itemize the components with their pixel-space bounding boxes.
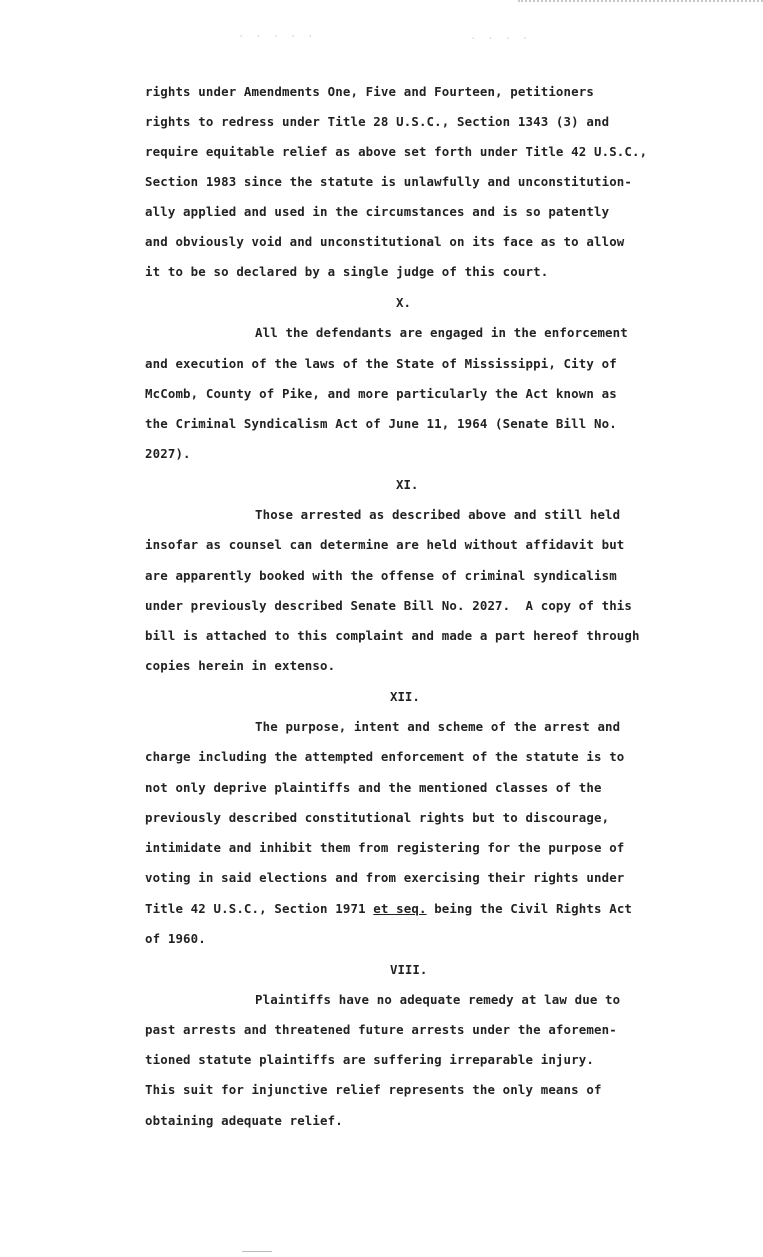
text-line [145, 901, 632, 917]
text-line: rights to redress under Title 28 U.S.C., Section 1343 (3) and [145, 114, 610, 129]
section-heading-x: X. [396, 295, 411, 310]
text-line: tioned statute plaintiffs are suffering irreparable injury. [145, 1052, 594, 1067]
text-line: All the defendants are engaged in the enforcement [255, 325, 628, 340]
text-line: obtaining adequate relief. [145, 1113, 343, 1128]
text-line: require equitable relief as above set forth under Title 42 U.S.C., [145, 144, 648, 159]
text-line: under previously described Senate Bill No. 2027. A copy of this [145, 598, 633, 613]
text-line: it to be so declared by a single judge of this court. [145, 264, 549, 279]
text-line: the Criminal Syndicalism Act of June 11, 1964 (Senate Bill No. [145, 416, 617, 431]
text-line: Those arrested as described above and still held [255, 507, 621, 522]
text-line: 2027). [145, 446, 191, 461]
scan-smudge: · · · · · [238, 30, 316, 43]
text-line: bill is attached to this complaint and made a part hereof through [145, 628, 640, 643]
section-heading-xiii: VIII. [390, 962, 428, 977]
latin-phrase: et seq. [373, 901, 427, 916]
text-line: copies herein in extenso. [145, 658, 336, 673]
text-line: Plaintiffs have no adequate remedy at law due to [255, 992, 621, 1007]
text-segment: being the Civil Rights Act [426, 901, 633, 916]
scan-edge-marks [518, 0, 763, 2]
text-line: intimidate and inhibit them from registering for the purpose of [145, 840, 625, 855]
text-line: of 1960. [145, 931, 206, 946]
text-line: and obviously void and unconstitutional on its face as to allow [145, 234, 625, 249]
text-line: voting in said elections and from exercising their rights under [145, 870, 625, 885]
text-line: ally applied and used in the circumstances and is so patently [145, 204, 610, 219]
scan-smudge: · · · · [470, 32, 531, 45]
text-line: McComb, County of Pike, and more particularly the Act known as [145, 386, 617, 401]
section-heading-xii: XII. [390, 689, 420, 704]
text-line: The purpose, intent and scheme of the arrest and [255, 719, 621, 734]
text-line: rights under Amendments One, Five and Fourteen, petitioners [145, 84, 594, 99]
text-segment: Title 42 U.S.C., Section 1971 [145, 901, 374, 916]
text-line: This suit for injunctive relief represents the only means of [145, 1082, 602, 1097]
text-line: are apparently booked with the offense of criminal syndicalism [145, 568, 617, 583]
text-line: and execution of the laws of the State of Mississippi, City of [145, 356, 617, 371]
text-line: charge including the attempted enforcement of the statute is to [145, 749, 625, 764]
text-line: previously described constitutional rights but to discourage, [145, 810, 610, 825]
scan-edge-mark [242, 1251, 272, 1252]
text-line: Section 1983 since the statute is unlawfully and unconstitution- [145, 174, 633, 189]
text-line: insofar as counsel can determine are held without affidavit but [145, 537, 625, 552]
text-line: not only deprive plaintiffs and the mentioned classes of the [145, 780, 602, 795]
section-heading-xi: XI. [396, 477, 419, 492]
text-line: past arrests and threatened future arrests under the aforemen- [145, 1022, 617, 1037]
